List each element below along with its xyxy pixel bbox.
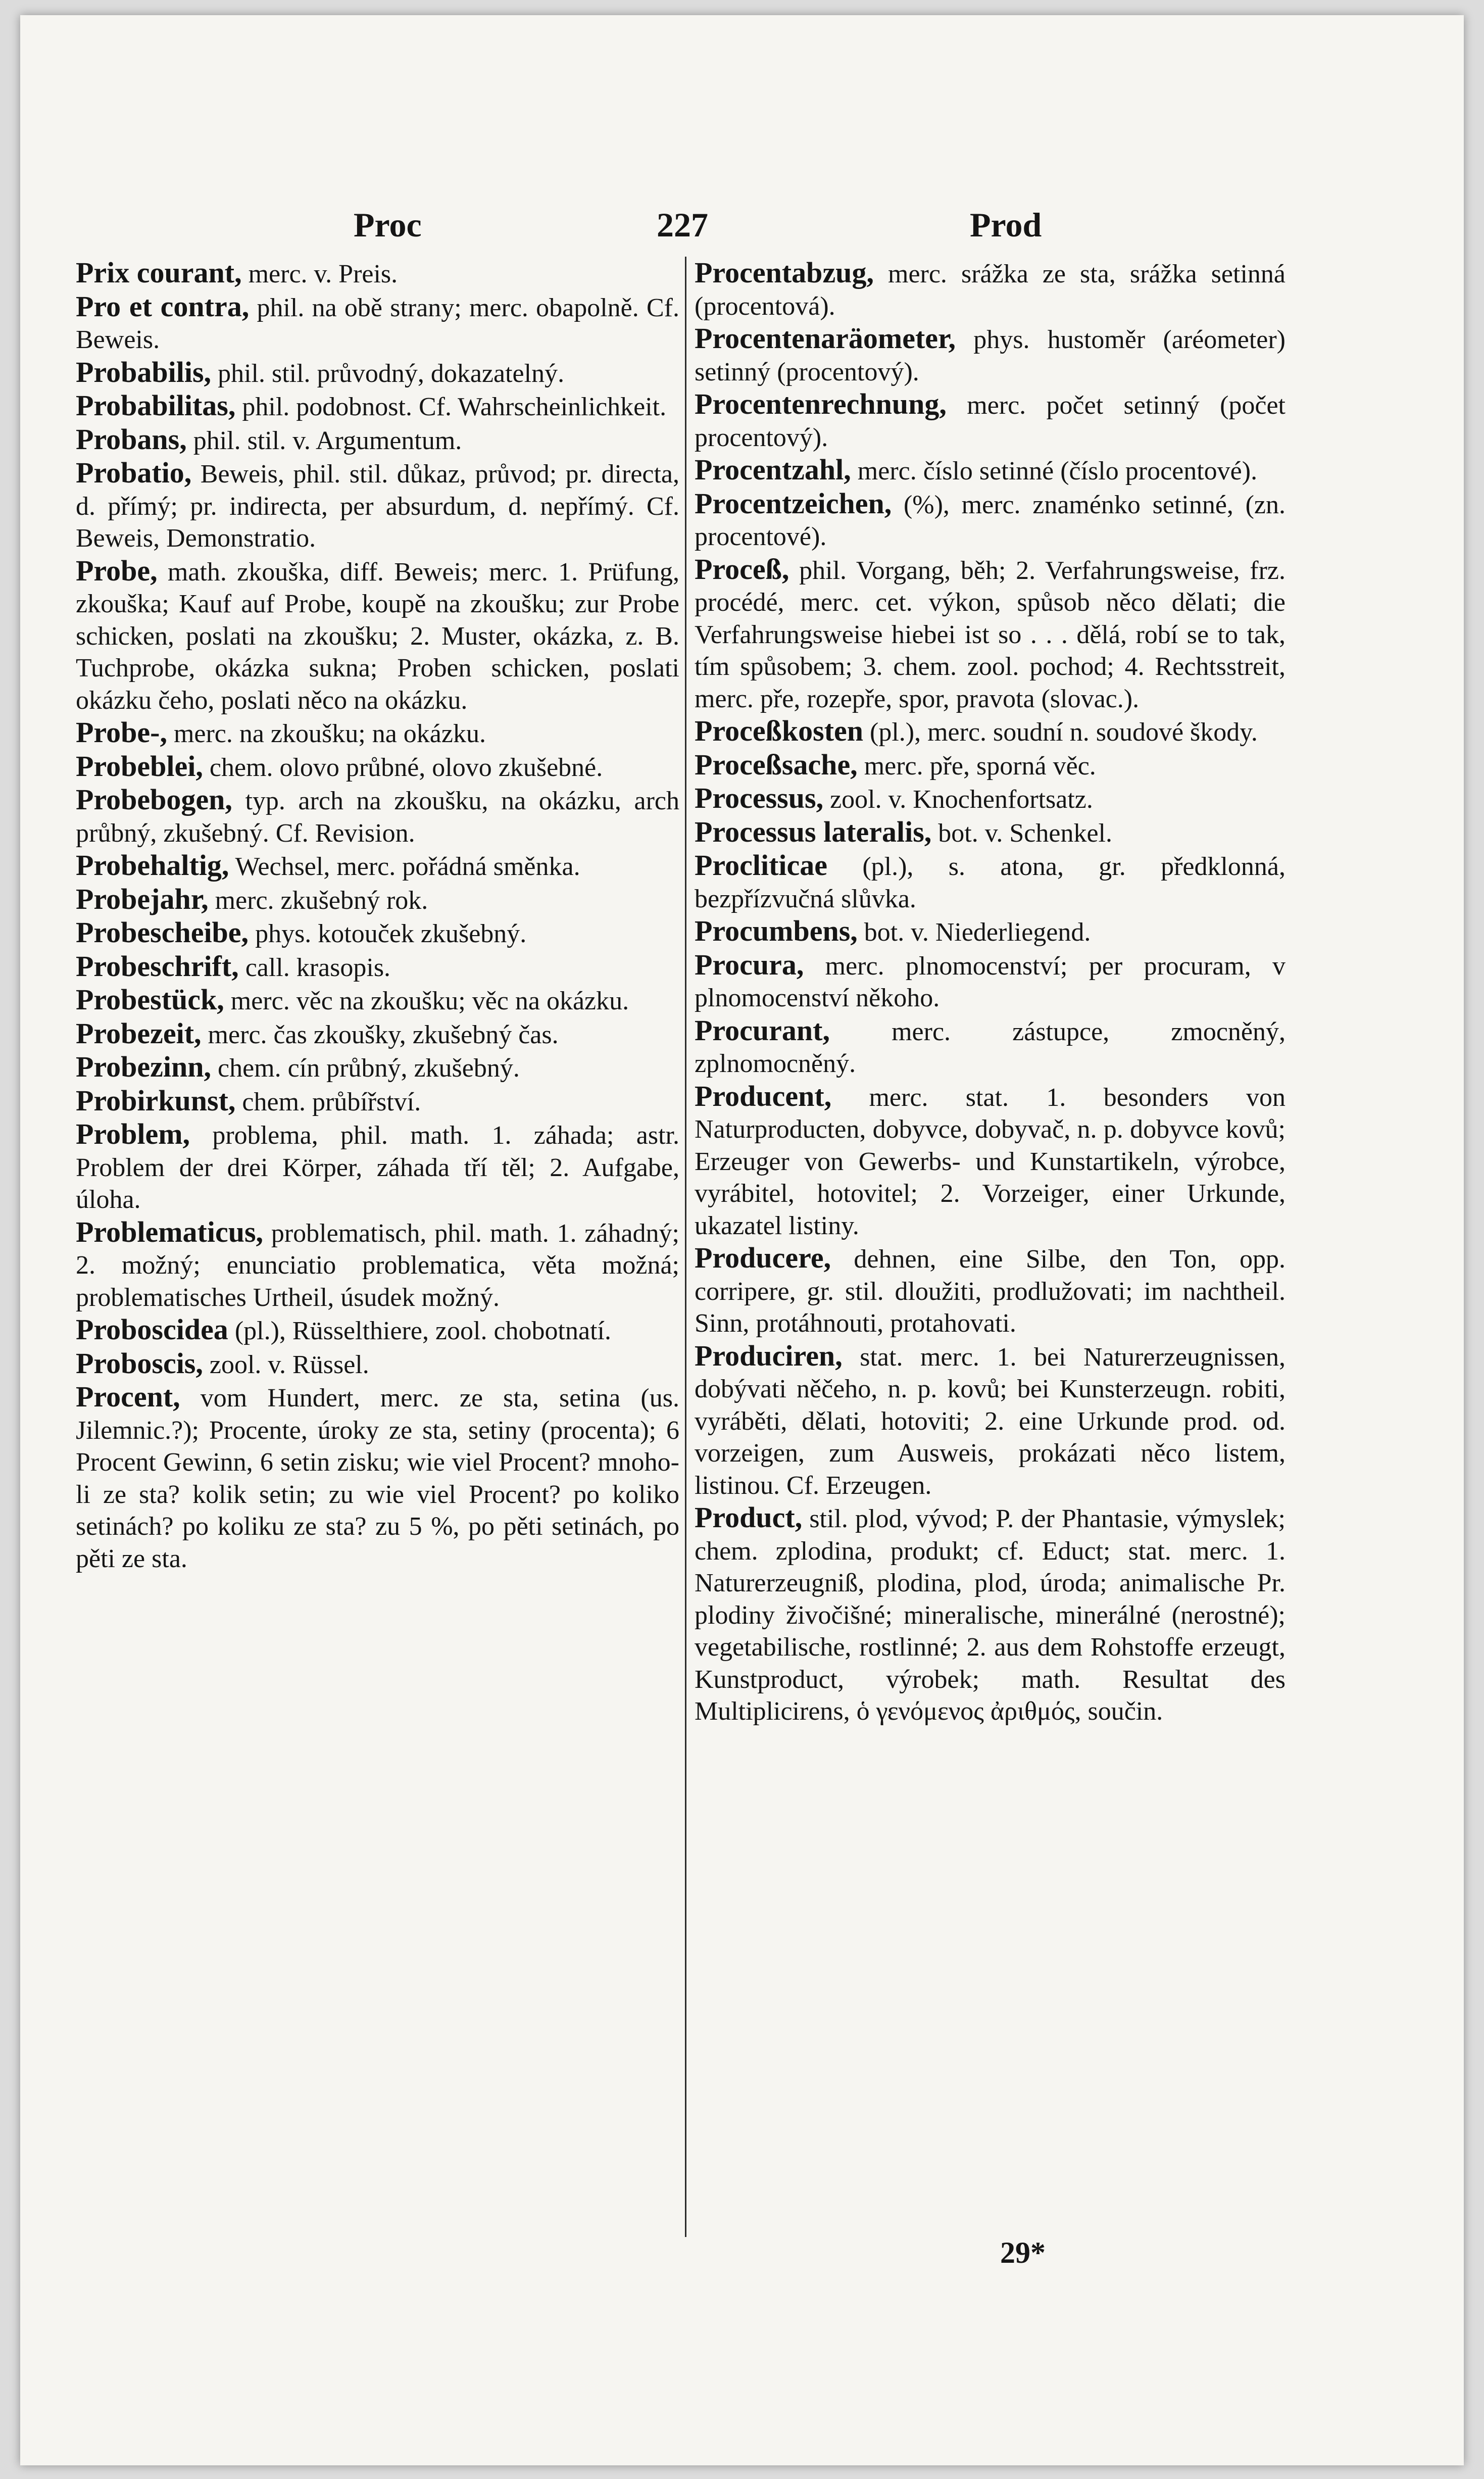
entry-definition: phil. stil. průvodný, dokazatelný. (211, 359, 565, 388)
entry-definition: merc. čas zkoušky, zkušebný čas. (201, 1020, 559, 1049)
entry-definition: phys. kotouček zkušebný. (249, 919, 527, 948)
entry-headword: Procentabzug, (695, 256, 874, 289)
entry-headword: Probe, (76, 554, 158, 587)
dictionary-entry (695, 1340, 1285, 1502)
entry-headword: Probeblei, (76, 749, 203, 783)
entry-definition: merc. zkušebný rok. (208, 886, 428, 915)
entry-headword: Probeschrift, (76, 949, 239, 983)
entry-definition: bot. v. Niederliegend. (857, 918, 1091, 947)
entry-definition: merc. stat. 1. besonders von Naturproducten, dobyvce, dobyvač, n. p. dobyvce kovů; Erzeuger von Gewerbs- und Kunstartikeln, výrobce, vyrábitel, hotovitel; 2. Vorzeiger, einer Urkunde, ukazatel listiny. (695, 1083, 1285, 1240)
signature-mark: 29* (1000, 2236, 1046, 2269)
dictionary-entry (76, 290, 679, 356)
dictionary-entry (695, 915, 1285, 949)
entry-definition: vom Hundert, merc. ze sta, setina (us. Jilemnic.?); Procente, úroky ze sta, setiny (procenta); 6 Procent Gewinn, 6 setin zisku; wie viel Procent? mnoho-li ze sta? kolik setin; zu wie viel Procent? po koliko setinách? po koliku ze sta? zu 5 %, po pěti setinách, po pěti ze sta. (76, 1384, 679, 1573)
running-head-left: Proc (354, 206, 422, 244)
entry-headword: Probebogen, (76, 783, 232, 816)
entry-definition: merc. v. Preis. (241, 260, 398, 288)
entry-headword: Product, (695, 1501, 803, 1534)
entry-headword: Proceßsache, (695, 748, 858, 781)
dictionary-entry (76, 1347, 679, 1381)
entry-definition: merc. na zkoušku; na okázku. (167, 719, 486, 748)
entry-headword: Probezinn, (76, 1050, 211, 1083)
entry-headword: Produciren, (695, 1339, 843, 1372)
entry-headword: Procentenrechnung, (695, 387, 947, 420)
entry-definition: chem. cín průbný, zkušebný. (211, 1054, 520, 1083)
entry-headword: Procent, (76, 1380, 180, 1413)
dictionary-entry (76, 1381, 679, 1575)
dictionary-entry (695, 488, 1285, 553)
entry-definition: (pl.), Rüsselthiere, zool. chobotnatí. (228, 1317, 611, 1345)
entry-headword: Probezeit, (76, 1016, 202, 1050)
entry-definition: Wechsel, merc. pořádná směnka. (229, 852, 580, 881)
entry-headword: Problematicus, (76, 1215, 264, 1248)
entry-headword: Procliticae (695, 849, 828, 882)
entry-definition: bot. v. Schenkel. (931, 818, 1112, 848)
dictionary-entry (695, 454, 1285, 488)
entry-headword: Probe-, (76, 716, 167, 749)
dictionary-entry (695, 1242, 1285, 1340)
entry-definition: typ. arch na zkoušku, na okázku, arch průbný, zkušebný. Cf. Revision. (76, 787, 679, 848)
dictionary-entry (76, 984, 679, 1017)
entry-definition: phil. na obě strany; merc. obapolně. Cf. Beweis. (76, 293, 679, 354)
entry-definition: merc. číslo setinné (číslo procentové). (851, 457, 1258, 485)
entry-headword: Probehaltig, (76, 849, 229, 882)
right-column (695, 257, 1285, 1728)
dictionary-entry (76, 457, 679, 555)
entry-headword: Procentenaräometer, (695, 322, 956, 355)
entry-headword: Producere, (695, 1241, 831, 1274)
entry-definition: merc. pře, sporná věc. (857, 751, 1096, 781)
entry-definition: phys. hustoměr (aréometer) setinný (procentový). (695, 325, 1285, 386)
dictionary-entry (76, 356, 679, 390)
entry-headword: Probejahr, (76, 882, 209, 915)
dictionary-entry (695, 1501, 1285, 1728)
dictionary-entry (695, 715, 1285, 749)
entry-definition: zool. v. Rüssel. (203, 1350, 369, 1379)
entry-definition: merc. věc na zkoušku; věc na okázku. (224, 987, 629, 1015)
entry-headword: Proceß, (695, 552, 789, 586)
entry-headword: Proboscidea (76, 1313, 228, 1346)
dictionary-entry (76, 1085, 679, 1119)
dictionary-entry (76, 257, 679, 290)
entry-headword: Processus lateralis, (695, 815, 932, 848)
entry-definition: merc. srážka ze sta, srážka setinná (procentová). (695, 260, 1285, 321)
dictionary-entry (695, 782, 1285, 816)
dictionary-entry (76, 750, 679, 784)
dictionary-entry (76, 1314, 679, 1347)
entry-definition: Beweis, phil. stil. důkaz, průvod; pr. directa, d. přímý; pr. indirecta, per absurdum, d. nepřímý. Cf. Beweis, Demonstratio. (76, 460, 679, 553)
entry-headword: Procentzeichen, (695, 487, 892, 520)
dictionary-entry (76, 1216, 679, 1314)
entry-definition: (pl.), s. atona, gr. předklonná, bezpřízvučná slůvka. (695, 852, 1285, 913)
entry-definition: phil. stil. v. Argumentum. (186, 426, 462, 455)
entry-headword: Pro et contra, (76, 289, 250, 323)
dictionary-entry (76, 1051, 679, 1085)
running-head-right: Prod (970, 206, 1042, 244)
dictionary-entry (695, 257, 1285, 322)
dictionary-entry (695, 1080, 1285, 1242)
dictionary-entry (76, 716, 679, 750)
dictionary-entry (76, 1017, 679, 1051)
entry-definition: phil. podobnost. Cf. Wahrscheinlichkeit. (235, 393, 667, 421)
entry-definition: problematisch, phil. math. 1. záhadný; 2. možný; enunciatio problematica, věta možná; problematisches Urtheil, úsudek možný. (76, 1219, 679, 1312)
entry-definition: dehnen, eine Silbe, den Ton, opp. corripere, gr. stil. dloužiti, prodlužovati; im nachtheil. Sinn, protáhnouti, protahovati. (695, 1245, 1285, 1338)
dictionary-entry (695, 388, 1285, 454)
entry-definition: call. krasopis. (238, 953, 391, 982)
dictionary-entry (695, 849, 1285, 915)
dictionary-entry (76, 555, 679, 717)
entry-definition: math. zkouška, diff. Beweis; merc. 1. Prüfung, zkouška; Kauf auf Probe, koupě na zkoušku; zur Probe schicken, poslati na zkoušku; 2. Muster, okázka, z. B. Tuchprobe, okázka sukna; Proben schicken, poslati okázku čeho, poslati něco na okázku. (76, 557, 679, 715)
dictionary-entry (76, 1118, 679, 1216)
entry-definition: phil. Vorgang, běh; 2. Verfahrungsweise, frz. procédé, merc. cet. výkon, spůsob něco dělati; die Verfahrungsweise hiebei ist so . . . dělá, robí se to tak, tím spůsobem; 3. chem. zool. pochod; 4. Rechtsstreit, merc. pře, rozepře, spor, pravota (slovac.). (695, 556, 1285, 713)
entry-definition: (%), merc. znaménko setinné, (zn. procentové). (695, 490, 1285, 551)
dictionary-entry (76, 916, 679, 950)
entry-headword: Probirkunst, (76, 1084, 236, 1117)
dictionary-page (20, 15, 1464, 2465)
entry-headword: Probabilis, (76, 355, 212, 388)
dictionary-entry (76, 849, 679, 883)
entry-headword: Procura, (695, 948, 804, 981)
left-column (76, 257, 679, 1575)
entry-definition: stil. plod, vývod; P. der Phantasie, výmyslek; chem. zplodina, produkt; cf. Educt; stat. merc. 1. Naturerzeugniß, plodina, plod, úroda; animalische Pr. plodiny živočišné; mineralische, minerálné (nerostné); vegetabilische, rostlinné; 2. aus dem Rohstoffe erzeugt, Kunstproduct, výrobek; math. Resultat des Multiplicirens, ὁ γενόμενος ἀριθμός, součin. (695, 1504, 1285, 1726)
entry-definition: merc. plnomocenství; per procuram, v plnomocenství někoho. (695, 951, 1285, 1012)
page-number: 227 (657, 206, 708, 244)
entry-headword: Procurant, (695, 1013, 830, 1047)
entry-definition: (pl.), merc. soudní n. soudové škody. (863, 718, 1258, 747)
entry-definition: chem. olovo průbné, olovo zkušebné. (203, 753, 603, 782)
entry-headword: Probescheibe, (76, 916, 249, 949)
entry-headword: Prix courant, (76, 256, 242, 289)
dictionary-entry (695, 749, 1285, 783)
entry-headword: Processus, (695, 782, 824, 814)
entry-definition: stat. merc. 1. bei Naturerzeugnissen, dobývati něčeho, n. p. kovů; bei Kunsterzeugn. robiti, vyráběti, dělati, hotoviti; 2. eine Urkunde prod. od. vorzeigen, zum Ausweis, prokázati něco listem, listinou. Cf. Erzeugen. (695, 1342, 1285, 1500)
entry-definition: merc. počet setinný (počet procentový). (695, 391, 1285, 452)
entry-headword: Procentzahl, (695, 453, 851, 486)
entry-headword: Problem, (76, 1117, 190, 1150)
dictionary-entry (76, 423, 679, 457)
dictionary-entry (76, 784, 679, 849)
dictionary-entry (76, 390, 679, 423)
dictionary-entry (695, 1014, 1285, 1080)
entry-headword: Probestück, (76, 983, 224, 1016)
entry-headword: Probatio, (76, 456, 192, 489)
entry-definition: chem. průbířství. (235, 1087, 421, 1116)
entry-definition: merc. zástupce, zmocněný, zplnomocněný. (695, 1017, 1285, 1078)
dictionary-entry (76, 883, 679, 917)
dictionary-entry (695, 322, 1285, 388)
entry-headword: Proboscis, (76, 1346, 203, 1380)
entry-definition: zool. v. Knochenfortsatz. (823, 785, 1093, 814)
column-divider (685, 257, 686, 2237)
dictionary-entry (695, 553, 1285, 715)
dictionary-entry (695, 816, 1285, 850)
entry-headword: Probans, (76, 422, 187, 456)
entry-headword: Probabilitas, (76, 389, 236, 422)
entry-headword: Procumbens, (695, 914, 858, 947)
entry-definition: problema, phil. math. 1. záhada; astr. Problem der drei Körper, záhada tří těl; 2. Aufgabe, úloha. (76, 1121, 679, 1214)
entry-headword: Producent, (695, 1079, 832, 1112)
dictionary-entry (76, 950, 679, 984)
entry-headword: Proceßkosten (695, 714, 864, 747)
dictionary-entry (695, 949, 1285, 1014)
